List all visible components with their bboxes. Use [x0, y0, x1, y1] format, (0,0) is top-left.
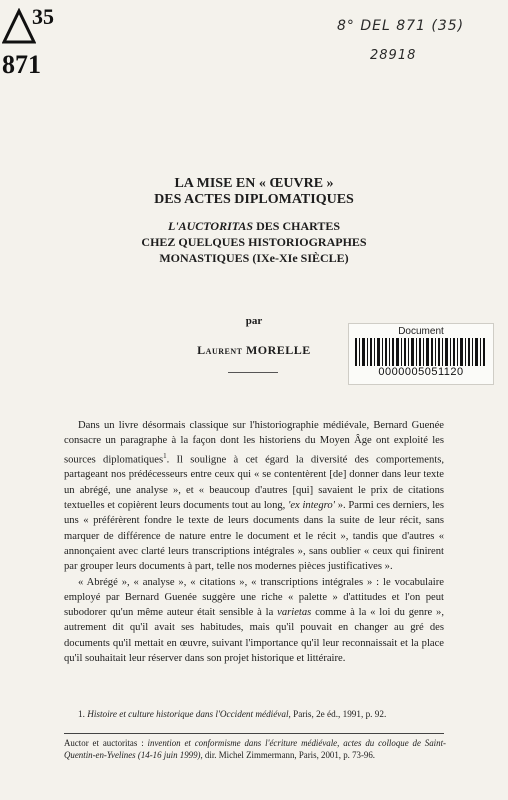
author-name: Laurent MORELLE — [197, 343, 311, 357]
barcode-caption: Document — [398, 326, 444, 337]
title-divider — [228, 372, 278, 373]
byline: par — [245, 315, 263, 327]
credits-italic: invention et conformisme dans l'écriture médiévale, actes du colloque de Saint-Quentin-en-Yvelines (14-16 juin 1999) — [64, 738, 446, 761]
body-text — [64, 418, 444, 666]
paragraph-1-text-c: ». Parmi ces derniers, les uns « préférèrent fondre le texte de leurs documents dans la suite de leur récit, sans marquer de différence de nature entre le document et le récit », tandis que d'autres « annonçaient avec clarté leurs transcriptions intégrales », sans oublier « ceux qui finirent par grouper leurs documents à part, telle nos modernes pièces justificatives ». — [64, 500, 444, 573]
paragraph-2-italic: varietas — [277, 607, 312, 619]
paragraph-2-text-b: comme à la « loi du genre », autrement dit qu'il avait ses habitudes, mais qu'il pouvait en changer au gré des documents qu'il mettait en œuvre, suivant l'importance qu'il leur reconnaissait et la place qu'il souhaitait leur réserver dans son projet historique et littéraire. — [64, 607, 444, 664]
footnote-ref: 1 — [163, 451, 167, 460]
barcode-label — [348, 323, 494, 385]
stamp-number: 35 — [32, 4, 54, 29]
library-stamp — [2, 6, 72, 84]
footnote-number: 1. — [78, 709, 85, 719]
subtitle-line-1-rest: DES CHARTES — [253, 219, 341, 233]
handwritten-call-number: 8° DEL 871 (35) — [337, 18, 465, 34]
subtitle-line-2: CHEZ QUELQUES HISTORIOGRAPHES — [141, 235, 367, 249]
paragraph-2 — [64, 575, 444, 667]
stamp-code: 871 — [2, 50, 41, 79]
footnote-rest: , Paris, 2e éd., 1991, p. 92. — [288, 709, 387, 719]
publication-credits — [64, 737, 446, 762]
paragraph-1-text-a: Dans un livre désormais classique sur l'historiographie médiévale, Bernard Guenée consacre un paragraphe à la façon dont les historiens du Moyen Âge ont exploité les sources diplomatiques — [64, 420, 444, 466]
barcode-number: 0000005051120 — [378, 366, 464, 378]
footnote-title: Histoire et culture historique dans l'Occident médiéval — [87, 709, 289, 719]
subtitle-line-1 — [0, 219, 508, 234]
paragraph-2-text-a: « Abrégé », « analyse », « citations », « transcriptions intégrales » : le vocabulaire employé par Bernard Guenée suggère une riche « palette » d'attitudes et l'on peut subodorer qu'un même auteur était sensible à la — [64, 576, 444, 619]
handwritten-reference: 28918 — [370, 48, 417, 63]
subtitle-line-3: MONASTIQUES (IXe-XIe SIÈCLE) — [159, 251, 349, 265]
credits-rest: , dir. Michel Zimmermann, Paris, 2001, p. 73-96. — [200, 750, 376, 761]
paragraph-1-text-b: . Il souligne à cet égard la diversité des comportements, partageant nos prédécesseurs entre ceux qui « se contentèrent [de] donner dans leur texte un abrégé, une analyse », et « beaucoup d'autres [qui] savaient le prix de citations textuelles et copièrent leurs documents tout au long, — [64, 454, 444, 512]
triangle-icon — [2, 8, 36, 46]
paragraph-1 — [64, 418, 444, 575]
barcode-icon — [355, 338, 487, 366]
title-line-1: LA MISE EN « ŒUVRE » — [174, 176, 334, 191]
paragraph-1-italic: 'ex integro' — [288, 500, 335, 512]
footnote — [78, 708, 448, 720]
subtitle-italic: L'AUCTORITAS — [167, 219, 254, 233]
title-line-2: DES ACTES DIPLOMATIQUES — [154, 192, 354, 207]
credits-lead: Auctor et auctoritas : — [64, 738, 148, 748]
credits-divider — [64, 733, 444, 734]
